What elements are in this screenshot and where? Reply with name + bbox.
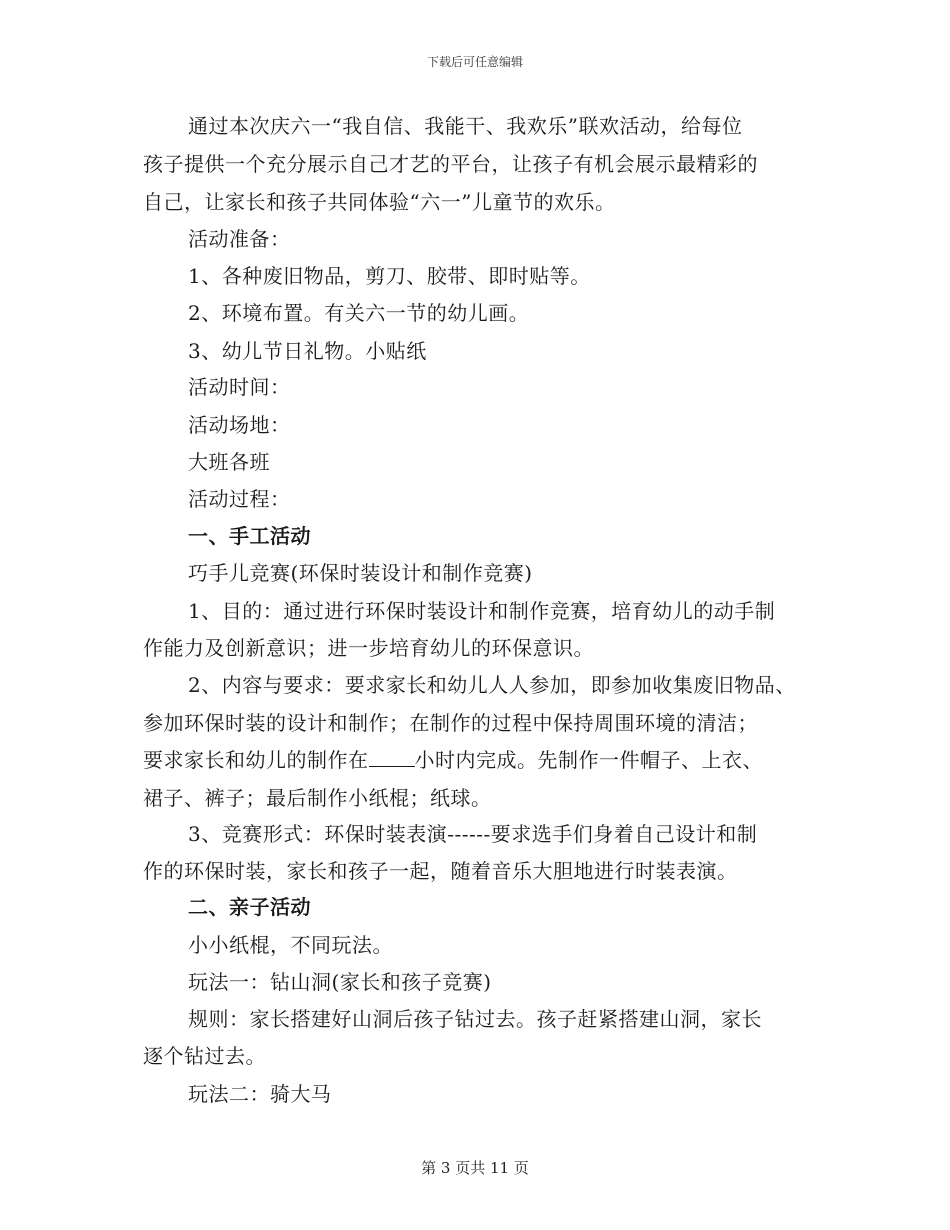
- goal-line-1: 1、目的：通过进行环保时装设计和制作竞赛，培育幼儿的动手制: [188, 599, 776, 623]
- prep-title: 活动准备：: [188, 227, 291, 251]
- section-2-title: 二、亲子活动: [188, 895, 311, 919]
- format-line-2: 作的环保时装，家长和孩子一起，随着音乐大胆地进行时装表演。: [143, 859, 738, 883]
- process-label: 活动过程：: [188, 487, 291, 511]
- section-2-subtitle: 小小纸棍，不同玩法。: [188, 933, 393, 957]
- prep-item-2: 2、环境布置。有关六一节的幼儿画。: [188, 301, 530, 325]
- rule-line-1: 规则：家长搭建好山洞后孩子钻过去。孩子赶紧搭建山洞，家长: [188, 1007, 762, 1031]
- requirement-line-2: 参加环保时装的设计和制作；在制作的过程中保持周围环境的清洁；: [143, 711, 758, 735]
- requirement-line-1: 2、内容与要求：要求家长和幼儿人人参加，即参加收集废旧物品、: [188, 673, 796, 697]
- page-header: 下载后可任意编辑: [426, 55, 523, 69]
- requirement-line-3: [143, 746, 763, 774]
- paragraph-intro-line-3: 自己，让家长和孩子共同体验“六一”儿童节的欢乐。: [143, 190, 616, 214]
- rule-line-2: 逐个钻过去。: [143, 1044, 266, 1068]
- page-footer: 第 3 页共 11 页: [421, 1159, 529, 1177]
- place-label: 活动场地：: [188, 413, 291, 437]
- requirement-line-4: 裙子、裤子；最后制作小纸棍；纸球。: [143, 786, 492, 810]
- format-line-1: 3、竞赛形式：环保时装表演------要求选手们身着自己设计和制: [188, 822, 758, 846]
- goal-line-2: 作能力及创新意识；进一步培育幼儿的环保意识。: [143, 636, 594, 660]
- requirement-line-3-start: 要求家长和幼儿的制作在: [143, 748, 369, 772]
- play-method-1: 玩法一：钻山洞(家长和孩子竞赛): [188, 970, 492, 994]
- time-label: 活动时间：: [188, 375, 291, 399]
- section-1-title: 一、手工活动: [188, 524, 311, 548]
- prep-item-3: 3、幼儿节日礼物。小贴纸: [188, 339, 427, 363]
- place-value: 大班各班: [188, 450, 270, 474]
- requirement-line-3-end: 小时内完成。先制作一件帽子、上衣、: [414, 748, 763, 772]
- play-method-2: 玩法二：骑大马: [188, 1082, 332, 1106]
- section-1-subtitle: 巧手儿竞赛(环保时装设计和制作竞赛): [188, 561, 533, 585]
- paragraph-intro-line-1: 通过本次庆六一“我自信、我能干、我欢乐”联欢活动，给每位: [188, 114, 743, 138]
- prep-item-1: 1、各种废旧物品，剪刀、胶带、即时贴等。: [188, 264, 591, 288]
- paragraph-intro-line-2: 孩子提供一个充分展示自己才艺的平台，让孩子有机会展示最精彩的: [143, 152, 758, 176]
- fill-in-blank: [369, 748, 415, 767]
